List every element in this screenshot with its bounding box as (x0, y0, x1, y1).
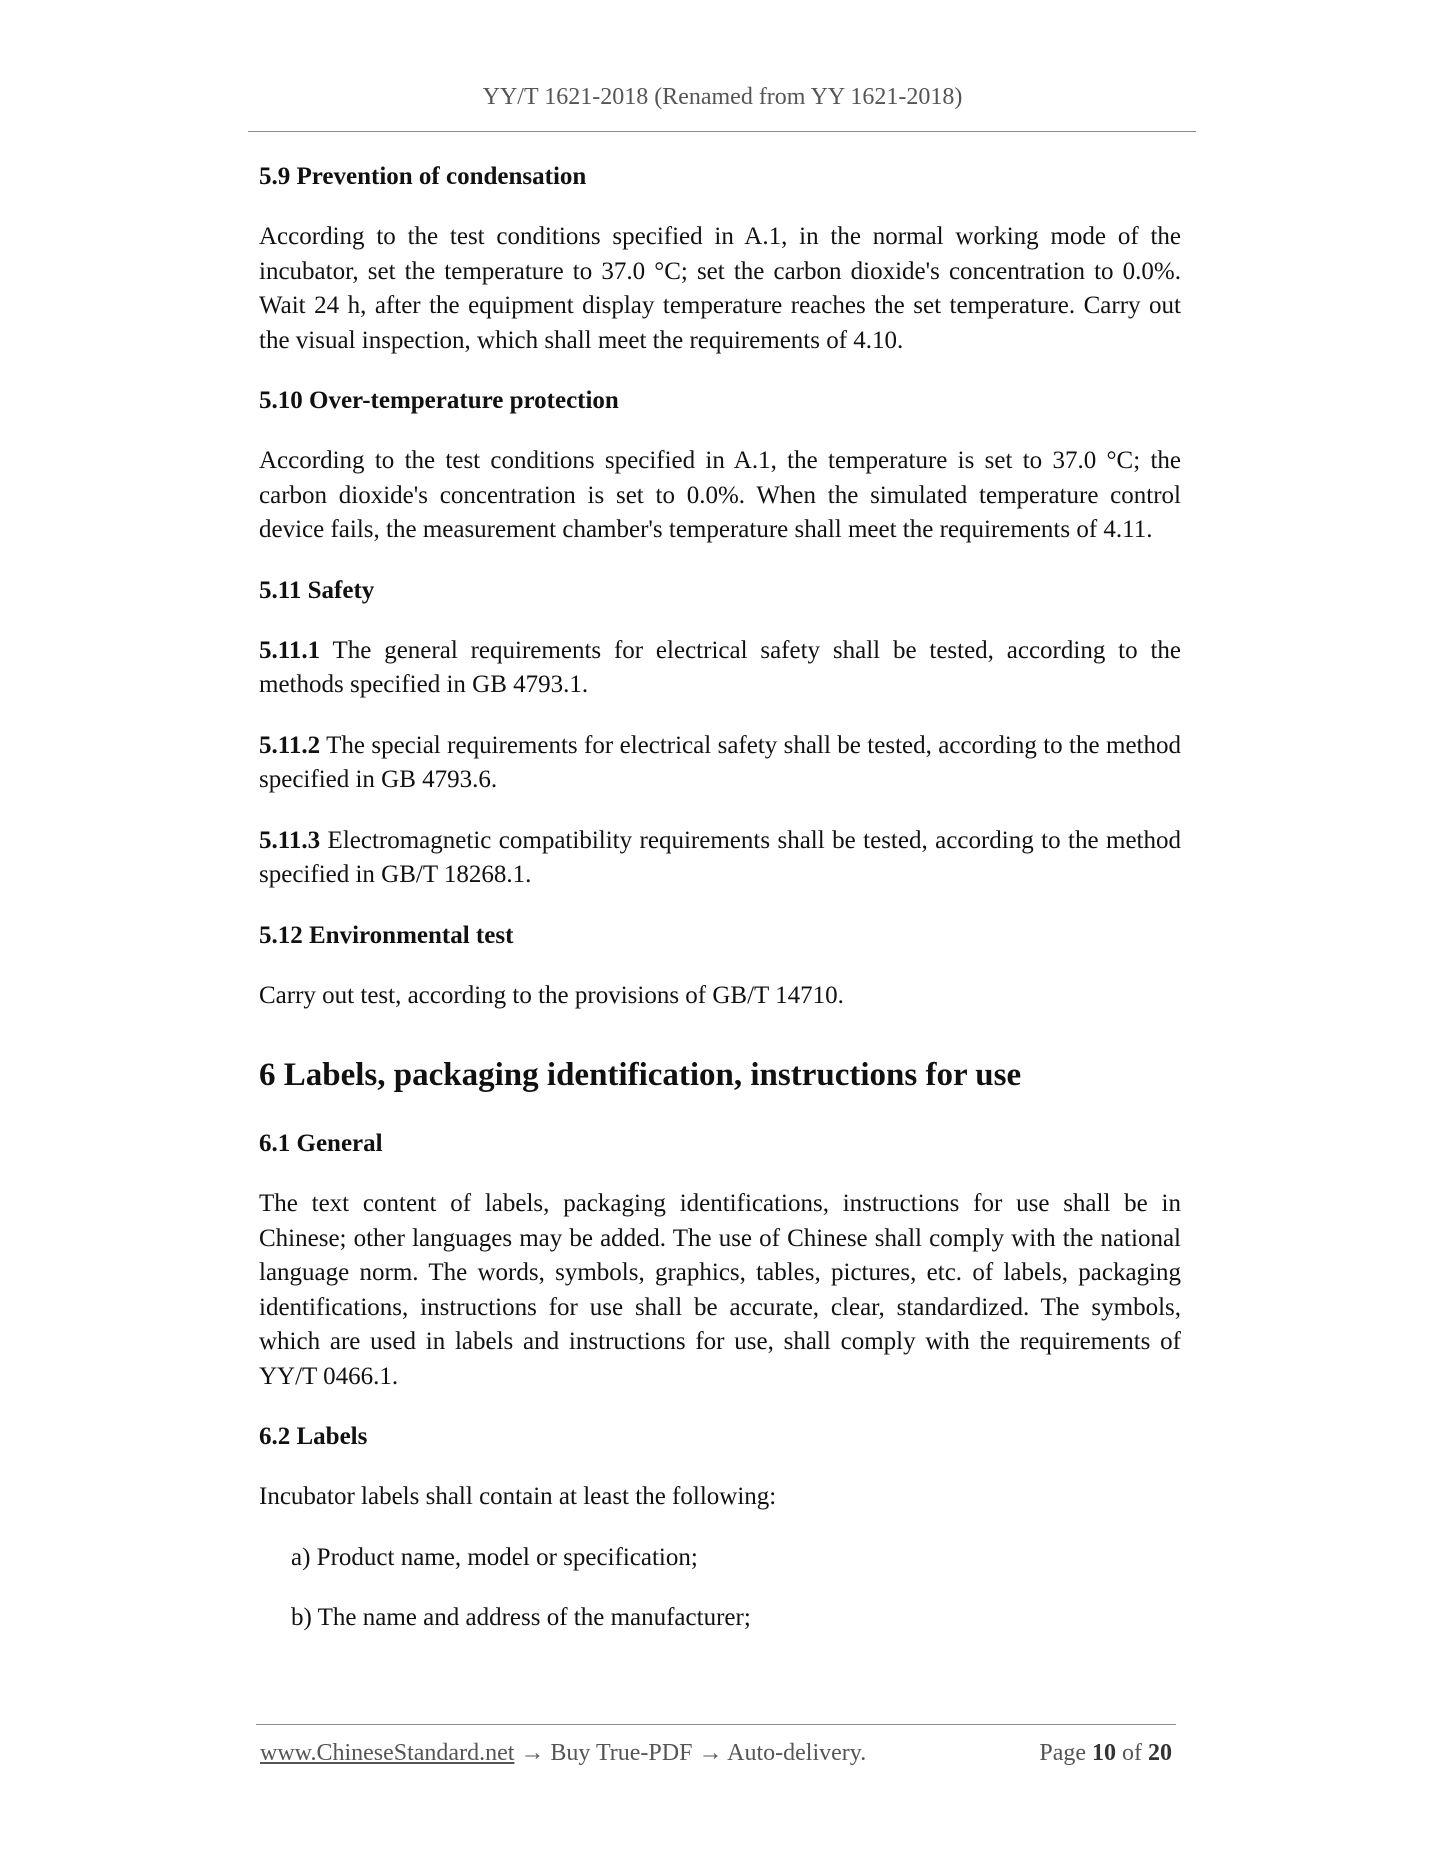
clause-number-5-11-1: 5.11.1 (259, 636, 321, 664)
page-footer (260, 1740, 1172, 1767)
heading-5-11: 5.11 Safety (259, 576, 375, 604)
page-indicator (1039, 1740, 1172, 1767)
clause-number-5-11-2: 5.11.2 (259, 731, 321, 759)
running-header: YY/T 1621-2018 (Renamed from YY 1621-2018) (482, 84, 963, 110)
arrow-icon: → (514, 1740, 551, 1766)
page-content (259, 160, 1181, 1662)
clause-text-5-11-3: Electromagnetic compatibility requirements shall be tested, according to the method specified in GB/T 18268.1. (259, 826, 1181, 888)
heading-5-10: 5.10 Over-temperature protection (259, 387, 619, 414)
footer-promo (260, 1740, 866, 1767)
heading-6-2: 6.2 Labels (259, 1423, 368, 1450)
paragraph-5-11-2 (259, 729, 1181, 798)
page-total: 20 (1148, 1740, 1172, 1766)
list-item: b) The name and address of the manufacturer; (291, 1604, 751, 1631)
arrow-icon: → (692, 1740, 728, 1766)
clause-text-5-11-2: The special requirements for electrical safety shall be tested, according to the method specified in GB 4793.6. (259, 731, 1181, 793)
paragraph-5-11-1 (259, 634, 1181, 703)
page-of: of (1116, 1740, 1148, 1766)
site-link[interactable]: www.ChineseStandard.net (260, 1740, 515, 1766)
heading-6-1: 6.1 General (259, 1130, 383, 1157)
paragraph-6-2: Incubator labels shall contain at least the following: (259, 1483, 777, 1510)
heading-6: 6 Labels, packaging identification, instructions for use (259, 1057, 1022, 1093)
delivery-text: Auto-delivery. (727, 1740, 867, 1766)
list-item: a) Product name, model or specification; (291, 1543, 698, 1571)
footer-divider (256, 1724, 1176, 1725)
header-divider (248, 131, 1196, 132)
buy-text: Buy True-PDF (550, 1740, 693, 1766)
paragraph-5-11-3 (259, 824, 1181, 893)
paragraph-6-1: The text content of labels, packaging identifications, instructions for use shall be in Chinese; other languages may be added. The use of Chinese shall comply with the national language norm. The words, symbols, graphics, tables, pictures, etc. of labels, packaging identifications, instructions for use shall be accurate, clear, standardized. The symbols, which are used in labels and instructions for use, shall comply with the requirements of YY/T 0466.1. (259, 1190, 1181, 1390)
heading-5-12: 5.12 Environmental test (259, 921, 514, 949)
clause-text-5-11-1: The general requirements for electrical safety shall be tested, according to the methods specified in GB 4793.1. (259, 636, 1181, 698)
paragraph-5-9: According to the test conditions specified in A.1, in the normal working mode of the incubator, set the temperature to 37.0 °C; set the carbon dioxide's concentration to 0.0%. Wait 24 h, after the equipment display temperature reaches the set temperature. Carry out the visual inspection, which shall meet the requirements of 4.10. (259, 223, 1181, 354)
clause-number-5-11-3: 5.11.3 (259, 826, 321, 854)
page-label: Page (1039, 1740, 1092, 1766)
paragraph-5-10: According to the test conditions specified in A.1, the temperature is set to 37.0 °C; the carbon dioxide's concentration is set to 0.0%. When the simulated temperature control device fails, the measurement chamber's temperature shall meet the requirements of 4.11. (259, 447, 1181, 543)
paragraph-5-12: Carry out test, according to the provisions of GB/T 14710. (259, 981, 844, 1009)
page-current: 10 (1092, 1740, 1116, 1766)
heading-5-9: 5.9 Prevention of condensation (259, 163, 587, 190)
